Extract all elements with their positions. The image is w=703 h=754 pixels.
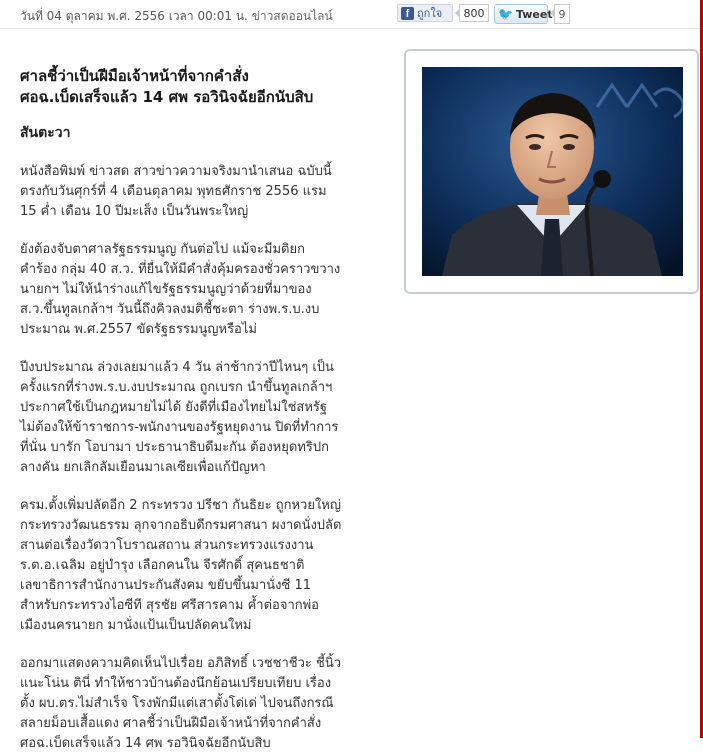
source-label: ข่าวสดออนไลน์ [251,9,333,23]
paragraph-line: ครม.ตั้งเพิ่มปลัดอีก 2 กระทรวง ปรีชา กันธิยะ ถูกหวยใหญ่ [20,498,341,513]
article-body [20,66,395,754]
paragraph-line: นายกฯ ไม่ให้นำร่างแก้ไขรัฐธรรมนูญว่าด้วยที่มาของ [20,282,312,297]
article-photo[interactable] [422,67,683,276]
paragraph-line: 15 ค่ำ เดือน 10 ปีมะเส็ง เป็นวันพระใหญ่ [20,204,249,219]
paragraph-line: สลายม็อบเสื้อแดง ศาลชี้ว่าเป็นฝีมือเจ้าหน้าที่จากคำสั่ง [20,716,322,731]
tweet-count: 9 [554,4,570,24]
paragraph-line: ไม่ต้องให้ข้าราชการ-พนักงานของรัฐหยุดงาน ปิดที่ทำการ [20,420,339,435]
tweet-label: Tweet [515,7,553,21]
paragraph-line: ลางคัน ยกเลิกลัมเยือนมาเลเซียเพื่อแก้ปัญหา [20,460,266,475]
paragraph-line: เมืองนครนายก มานั่งแป้นเป็นปลัดคนใหม่ [20,618,252,633]
paragraph-line: สานต่อเรื่องวัดวาโบราณสถาน ส่วนกระทรวงแรงงาน [20,538,314,553]
paragraph-line: กระทรวงวัฒนธรรม ลุกจากอธิบดีกรมศาสนา ผงาดนั่งปลัด [20,518,342,533]
paragraph-line: ที่นั่น บารัก โอบามา ประธานาธิบดีมะกัน ต้องหยุดทริปก [20,440,329,455]
article-meta [20,7,333,26]
paragraph-line: ตั้ง ผบ.ตร.ไม่สำเร็จ โรงพักมีแต่เสาตั้งโด่เด่ ไปจนถึงกรณี [20,696,334,711]
portrait-illustration [422,67,683,276]
article-paragraph [20,240,395,340]
paragraph-line: เลขาธิการสำนักงานประกันสังคม ขยับขึ้นมานั่งซี 11 [20,578,311,593]
facebook-like-label: ถูกใจ [417,7,443,20]
article-photo-card [404,49,699,294]
article-paragraph [20,162,395,222]
article-topbar [0,0,703,29]
article-paragraph [20,654,395,754]
paragraph-line: หนังสือพิมพ์ ข่าวสด สาวข่าวความจริงมานำเสนอ ฉบับนี้ [20,164,332,179]
facebook-icon: f [401,7,414,20]
paragraph-line: ส.ว.ขึ้นทูลเกล้าฯ วันนี้ถึงคิวลงมติชี้ชะตา ร่างพ.ร.บ.งบ [20,302,320,317]
paragraph-line: ปีงบประมาณ ล่วงเลยมาแล้ว 4 วัน ล่าช้ากว่าปีไหนๆ เป็น [20,360,334,375]
article-paragraph [20,496,395,636]
article-paragraph [20,358,395,478]
paragraph-line: ตรงกับวันศุกร์ที่ 4 เดือนตุลาคม พุทธศักราช 2556 แรม [20,184,327,199]
paragraph-line: ออกมาแสดงความคิดเห็นไปเรื่อย อภิสิทธิ์ เวชชาชีวะ ชี้นิ้ว [20,656,342,671]
twitter-bird-icon: 🐦 [498,7,513,21]
publish-date: วันที่ 04 ตุลาคม พ.ศ. 2556 เวลา 00:01 น. [20,9,248,23]
headline-line: ศาลชี้ว่าเป็นฝีมือเจ้าหน้าที่จากคำสั่ง [20,67,249,85]
facebook-like-button[interactable] [397,4,453,22]
paragraph-line: ครั้งแรกที่ร่างพ.ร.บ.งบประมาณ ถูกเบรก นำขึ้นทูลเกล้าฯ [20,380,333,395]
headline-line: ศอฉ.เบ็ดเสร็จแล้ว 14 ศพ รอวินิจฉัยอีกนับสิบ [20,88,314,106]
article-author: สันตะวา [20,125,71,141]
paragraph-line: ประมาณ พ.ศ.2557 ขัดรัฐธรรมนูญหรือไม่ [20,322,257,337]
paragraph-line: ศอฉ.เบ็ดเสร็จแล้ว 14 ศพ รอวินิจฉัยอีกนับสิบ [20,736,271,751]
paragraph-line: สำหรับกระทรวงไอซีที สุรชัย ศรีสารคาม ค้ำต่อจากพ่อ [20,598,319,613]
paragraph-line: คำร้อง กลุ่ม 40 ส.ว. ที่ยื่นให้มีคำสั่งคุ้มครองชั่วคราวขวาง [20,262,341,277]
paragraph-line: ประกาศใช้เป็นกฎหมายไม่ได้ ยังดีที่เมืองไทยไม่ใช่สหรัฐ [20,400,328,415]
paragraph-line: แนะโน่น ตินี่ ทำให้ชาวบ้านต้องนึกย้อนเปรียบเทียบ เรื่อง [20,676,332,691]
facebook-like-count: 800 [459,4,489,22]
article-headline [20,66,395,108]
paragraph-line: ร.ต.อ.เฉลิม อยู่บำรุง เลือกคนใน จีรศักดิ์ สุคนธชาติ [20,558,305,573]
paragraph-line: ยังต้องจับตาศาลรัฐธรรมนูญ กันต่อไป แม้จะมีมติยก [20,242,305,257]
tweet-button[interactable] [494,4,553,24]
